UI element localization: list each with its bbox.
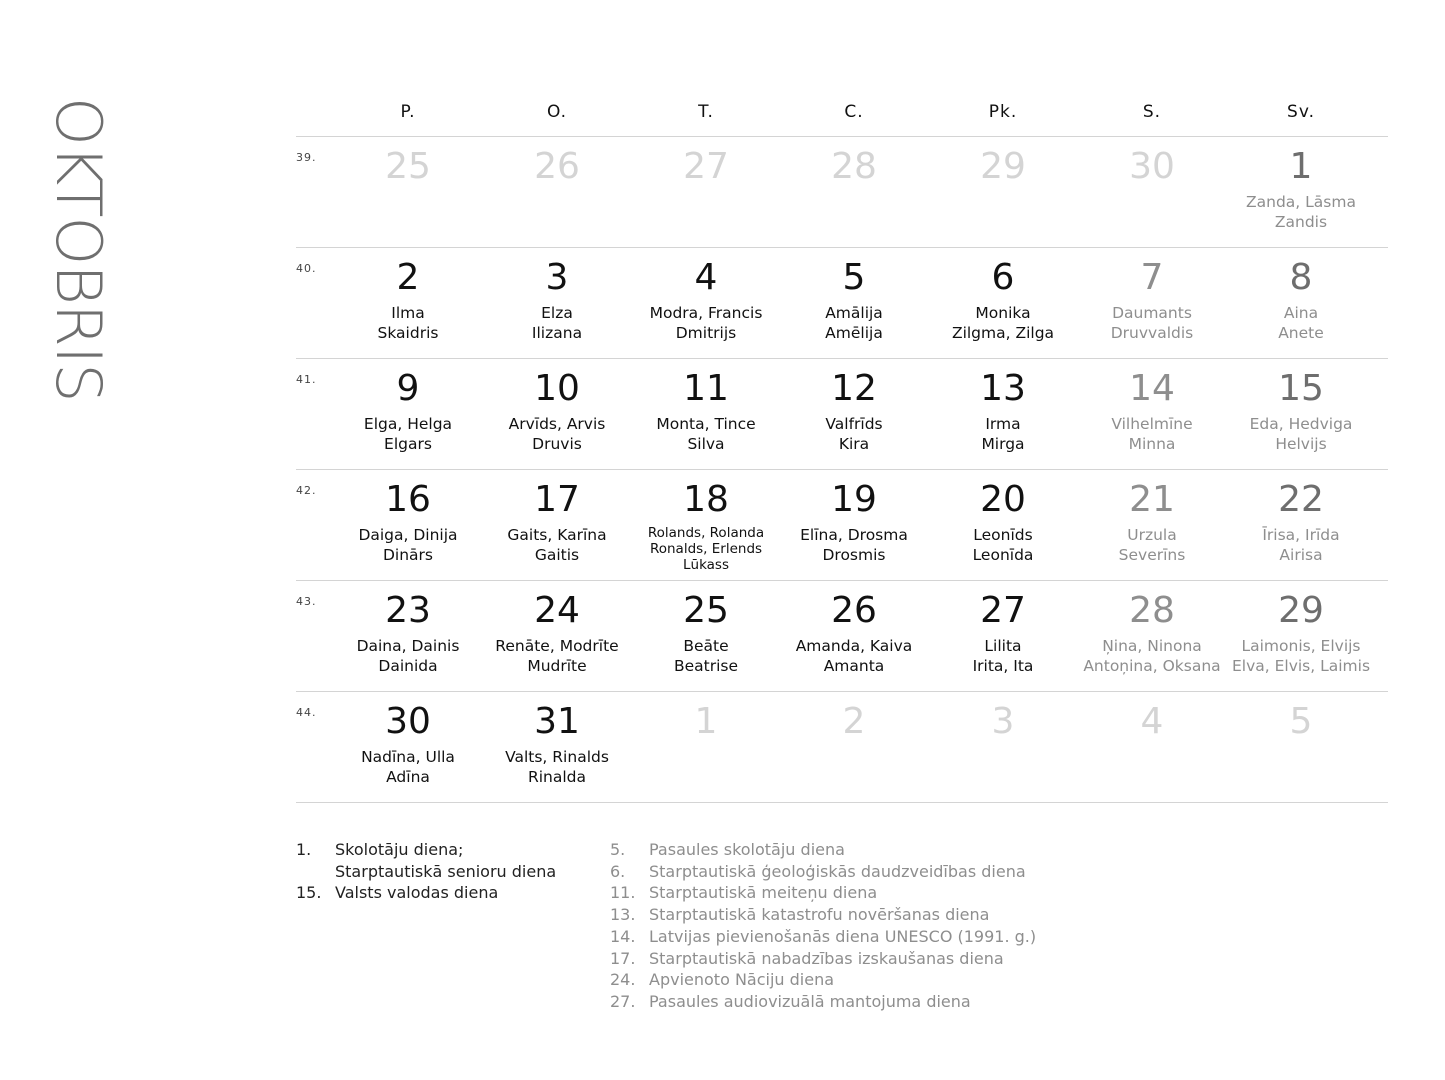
name-day-line: Eda, Hedviga (1249, 415, 1353, 433)
day-cell[interactable] (631, 248, 781, 343)
name-days (482, 637, 632, 676)
name-day-line: Dinārs (382, 545, 433, 564)
day-number: 27 (980, 590, 1026, 631)
day-number: 25 (683, 590, 729, 631)
name-day-line: Nadīna, Ulla (361, 748, 455, 766)
observance-text: Starptautiskā meiteņu diena (649, 883, 878, 903)
observance-text: Starptautiskā katastrofu novēršanas diena (649, 905, 990, 925)
day-cell[interactable] (1077, 137, 1227, 193)
day-cell[interactable] (1226, 137, 1376, 232)
name-day-line: Amanta (823, 656, 885, 675)
weekday-wed: T. (698, 102, 714, 122)
day-cell[interactable] (779, 470, 929, 565)
name-day-line: Mirga (981, 434, 1025, 453)
day-number: 1 (1289, 146, 1313, 187)
day-cell[interactable] (1226, 248, 1376, 343)
day-number: 16 (385, 479, 431, 520)
day-cell[interactable] (631, 359, 781, 454)
name-days (482, 748, 632, 787)
name-days (631, 304, 781, 343)
name-day-line: Modra, Francis (649, 304, 763, 322)
name-days (482, 526, 632, 565)
day-number: 22 (1278, 479, 1324, 520)
week-number: 42. (296, 484, 317, 497)
holiday-note (296, 882, 556, 904)
day-number: 29 (980, 146, 1026, 187)
name-days (779, 526, 929, 565)
day-cell[interactable] (631, 581, 781, 676)
day-number: 5 (842, 257, 866, 298)
name-days (631, 525, 781, 573)
name-day-line: Zanda, Lāsma (1246, 193, 1356, 211)
day-number: 26 (831, 590, 877, 631)
name-day-line: Amālija (825, 304, 883, 322)
name-days (1226, 526, 1376, 565)
day-number: 25 (385, 146, 431, 187)
observance-day: 6. (610, 861, 626, 881)
day-number: 7 (1140, 257, 1164, 298)
name-day-line: Airisa (1279, 545, 1323, 564)
day-number: 30 (1129, 146, 1175, 187)
day-cell[interactable] (928, 581, 1078, 676)
observance-day: 27. (610, 991, 636, 1011)
name-days (333, 748, 483, 787)
day-cell[interactable] (482, 581, 632, 676)
weekday-tue: O. (546, 102, 568, 122)
name-day-line: Monta, Tince (656, 415, 756, 433)
name-days (1226, 193, 1376, 232)
name-day-line: Zandis (1274, 212, 1328, 231)
weekday-sun: Sv. (1287, 102, 1315, 122)
day-number: 28 (831, 146, 877, 187)
day-number: 5 (1289, 701, 1313, 742)
observance-day: 5. (610, 840, 626, 859)
day-cell[interactable] (928, 470, 1078, 565)
observance-note (610, 991, 1036, 1013)
name-days (928, 415, 1078, 454)
observance-text: Starptautiskā nabadzības izskaušanas diena (649, 948, 1004, 968)
day-cell[interactable] (779, 137, 929, 193)
month-title: OKTOBRIS (42, 97, 115, 402)
name-day-line: Zilgma, Zilga (951, 323, 1055, 342)
name-day-line: Rinalda (527, 767, 587, 786)
name-day-line: Ņina, Ninona (1102, 637, 1202, 655)
name-days (631, 637, 781, 676)
holiday-note (296, 839, 556, 861)
day-cell[interactable] (333, 692, 483, 787)
observance-day: 14. (610, 926, 636, 946)
name-day-line: Elga, Helga (363, 415, 453, 433)
name-day-line: Druvvaldis (1110, 323, 1194, 342)
holiday-text: Valsts valodas diena (335, 883, 499, 903)
day-number: 20 (980, 479, 1026, 520)
day-cell[interactable] (1226, 692, 1376, 748)
observance-day: 17. (610, 948, 636, 968)
day-number: 27 (683, 146, 729, 187)
day-cell[interactable] (1077, 581, 1227, 676)
observance-note (610, 839, 1036, 861)
day-cell[interactable] (779, 692, 929, 748)
name-days (1226, 415, 1376, 454)
name-day-line: Elgars (384, 434, 432, 453)
name-day-line: Lūkass (683, 557, 729, 573)
day-number: 29 (1278, 590, 1324, 631)
day-number: 14 (1129, 368, 1175, 409)
day-cell[interactable] (482, 692, 632, 787)
day-cell[interactable] (333, 359, 483, 454)
holiday-day: 15. (296, 883, 322, 903)
name-day-line: Rolands, Rolanda (647, 525, 765, 541)
name-days (779, 415, 929, 454)
day-cell[interactable] (928, 359, 1078, 454)
week-row (296, 581, 1388, 692)
name-days (333, 304, 483, 343)
day-number: 24 (534, 590, 580, 631)
observance-day: 11. (610, 883, 636, 903)
name-day-line: Vilhelmīne (1111, 415, 1193, 433)
day-number: 6 (991, 257, 1015, 298)
observance-note (610, 861, 1036, 883)
day-number: 13 (980, 368, 1026, 409)
holiday-note-continued: Starptautiskā senioru diena (335, 861, 557, 881)
day-number: 15 (1278, 368, 1324, 409)
holiday-day: 1. (296, 840, 312, 859)
name-day-line: Antoņina, Oksana (1083, 656, 1221, 675)
observance-note (610, 882, 1036, 904)
day-number: 4 (694, 257, 718, 298)
name-days (1226, 304, 1376, 343)
day-number: 3 (545, 257, 569, 298)
day-cell[interactable] (482, 359, 632, 454)
name-day-line: Lilita (984, 637, 1022, 655)
observance-note (610, 948, 1036, 970)
observance-day: 13. (610, 905, 636, 925)
day-cell[interactable] (1077, 470, 1227, 565)
name-day-line: Urzula (1127, 526, 1177, 544)
day-number: 18 (683, 479, 729, 520)
name-days (928, 304, 1078, 343)
day-number: 2 (842, 701, 866, 742)
week-number: 43. (296, 595, 317, 608)
name-day-line: Minna (1128, 434, 1176, 453)
name-day-line: Amēlija (825, 323, 883, 342)
day-cell[interactable] (631, 470, 781, 573)
name-days (333, 526, 483, 565)
day-number: 9 (396, 368, 420, 409)
day-cell[interactable] (1077, 692, 1227, 748)
day-cell[interactable] (333, 137, 483, 193)
day-cell[interactable] (333, 581, 483, 676)
observance-text: Latvijas pievienošanās diena UNESCO (1991. g.) (649, 926, 1037, 946)
day-cell[interactable] (928, 137, 1078, 193)
name-day-line: Daina, Dainis (356, 637, 460, 655)
day-cell[interactable] (631, 137, 781, 193)
name-days (482, 304, 632, 343)
name-days (1077, 415, 1227, 454)
week-number: 39. (296, 151, 317, 164)
observance-text: Starptautiskā ģeoloģiskās daudzveidības diena (649, 861, 1026, 881)
day-cell[interactable] (928, 692, 1078, 748)
weekday-sat: S. (1142, 102, 1162, 122)
day-number: 10 (534, 368, 580, 409)
name-day-line: Leonīds (973, 526, 1033, 544)
observance-note (610, 904, 1036, 926)
name-day-line: Daiga, Dinija (358, 526, 458, 544)
name-day-line: Adīna (386, 767, 430, 786)
day-number: 28 (1129, 590, 1175, 631)
day-cell[interactable] (1077, 359, 1227, 454)
name-day-line: Elīna, Drosma (800, 526, 908, 544)
name-days (1077, 637, 1227, 676)
day-number: 17 (534, 479, 580, 520)
day-number: 1 (694, 701, 718, 742)
observance-text: Apvienoto Nāciju diena (649, 970, 835, 990)
name-days (779, 304, 929, 343)
name-day-line: Leonīda (972, 545, 1034, 564)
day-number: 23 (385, 590, 431, 631)
day-number: 2 (396, 257, 420, 298)
day-cell[interactable] (482, 470, 632, 565)
observance-note (610, 969, 1036, 991)
weekday-mon: P. (400, 102, 416, 122)
day-number: 26 (534, 146, 580, 187)
name-day-line: Laimonis, Elvijs (1241, 637, 1361, 655)
day-number: 4 (1140, 701, 1164, 742)
name-day-line: Gaitis (534, 545, 580, 564)
name-days (1077, 526, 1227, 565)
observance-days-list (610, 839, 1036, 1013)
name-days (928, 526, 1078, 565)
name-day-line: Irita, Ita (972, 656, 1034, 675)
name-day-line: Severīns (1118, 545, 1186, 564)
name-days (333, 415, 483, 454)
day-cell[interactable] (333, 470, 483, 565)
name-day-line: Monika (975, 304, 1031, 322)
week-number: 40. (296, 262, 317, 275)
name-days (482, 415, 632, 454)
day-number: 21 (1129, 479, 1175, 520)
name-day-line: Amanda, Kaiva (795, 637, 913, 655)
day-cell[interactable] (779, 581, 929, 676)
day-cell[interactable] (779, 248, 929, 343)
weekday-fri: Pk. (988, 102, 1018, 122)
observance-note (610, 926, 1036, 948)
day-number: 8 (1289, 257, 1313, 298)
day-cell[interactable] (1226, 470, 1376, 565)
week-number: 44. (296, 706, 317, 719)
name-day-line: Skaidris (377, 323, 439, 342)
holiday-text: Skolotāju diena; (335, 840, 464, 859)
name-days (1077, 304, 1227, 343)
name-days (333, 637, 483, 676)
week-row (296, 359, 1388, 470)
name-day-line: Irma (985, 415, 1021, 433)
observance-text: Pasaules skolotāju diena (649, 840, 845, 859)
name-day-line: Elza (541, 304, 573, 322)
weekday-thu: C. (844, 102, 864, 122)
name-days (631, 415, 781, 454)
name-day-line: Gaits, Karīna (507, 526, 607, 544)
name-day-line: Beāte (683, 637, 729, 655)
day-cell[interactable] (482, 137, 632, 193)
name-day-line: Valts, Rinalds (505, 748, 609, 766)
name-day-line: Kira (838, 434, 870, 453)
observance-text: Pasaules audiovizuālā mantojuma diena (649, 991, 971, 1011)
day-number: 19 (831, 479, 877, 520)
name-day-line: Ronalds, Erlends (649, 541, 763, 557)
name-day-line: Elva, Elvis, Laimis (1231, 656, 1371, 675)
day-cell[interactable] (1077, 248, 1227, 343)
name-day-line: Drosmis (822, 545, 886, 564)
name-day-line: Anete (1278, 323, 1324, 342)
name-day-line: Ilizana (531, 323, 583, 342)
week-row (296, 470, 1388, 581)
day-cell[interactable] (333, 248, 483, 343)
week-number: 41. (296, 373, 317, 386)
name-day-line: Beatrise (673, 656, 739, 675)
day-cell[interactable] (928, 248, 1078, 343)
name-day-line: Mudrīte (527, 656, 587, 675)
observance-day: 24. (610, 970, 636, 990)
name-day-line: Arvīds, Arvis (508, 415, 606, 433)
name-day-line: Dainida (378, 656, 438, 675)
official-holidays-list (296, 839, 556, 904)
day-cell[interactable] (482, 248, 632, 343)
day-number: 3 (991, 701, 1015, 742)
day-number: 30 (385, 701, 431, 742)
day-number: 12 (831, 368, 877, 409)
name-days (1226, 637, 1376, 676)
day-cell[interactable] (631, 692, 781, 748)
name-day-line: Druvis (532, 434, 582, 453)
day-cell[interactable] (1226, 359, 1376, 454)
name-day-line: Īrisa, Irīda (1262, 526, 1340, 544)
name-day-line: Ilma (391, 304, 425, 322)
name-days (779, 637, 929, 676)
day-number: 11 (683, 368, 729, 409)
week-row (296, 137, 1388, 248)
day-cell[interactable] (1226, 581, 1376, 676)
day-cell[interactable] (779, 359, 929, 454)
name-day-line: Aina (1283, 304, 1319, 322)
name-days (928, 637, 1078, 676)
weekday-header (296, 96, 1388, 137)
name-day-line: Renāte, Modrīte (495, 637, 619, 655)
name-day-line: Valfrīds (825, 415, 883, 433)
week-row (296, 692, 1388, 803)
week-row (296, 248, 1388, 359)
name-day-line: Helvijs (1275, 434, 1327, 453)
name-day-line: Silva (687, 434, 725, 453)
day-number: 31 (534, 701, 580, 742)
name-day-line: Dmitrijs (675, 323, 737, 342)
name-day-line: Daumants (1112, 304, 1192, 322)
